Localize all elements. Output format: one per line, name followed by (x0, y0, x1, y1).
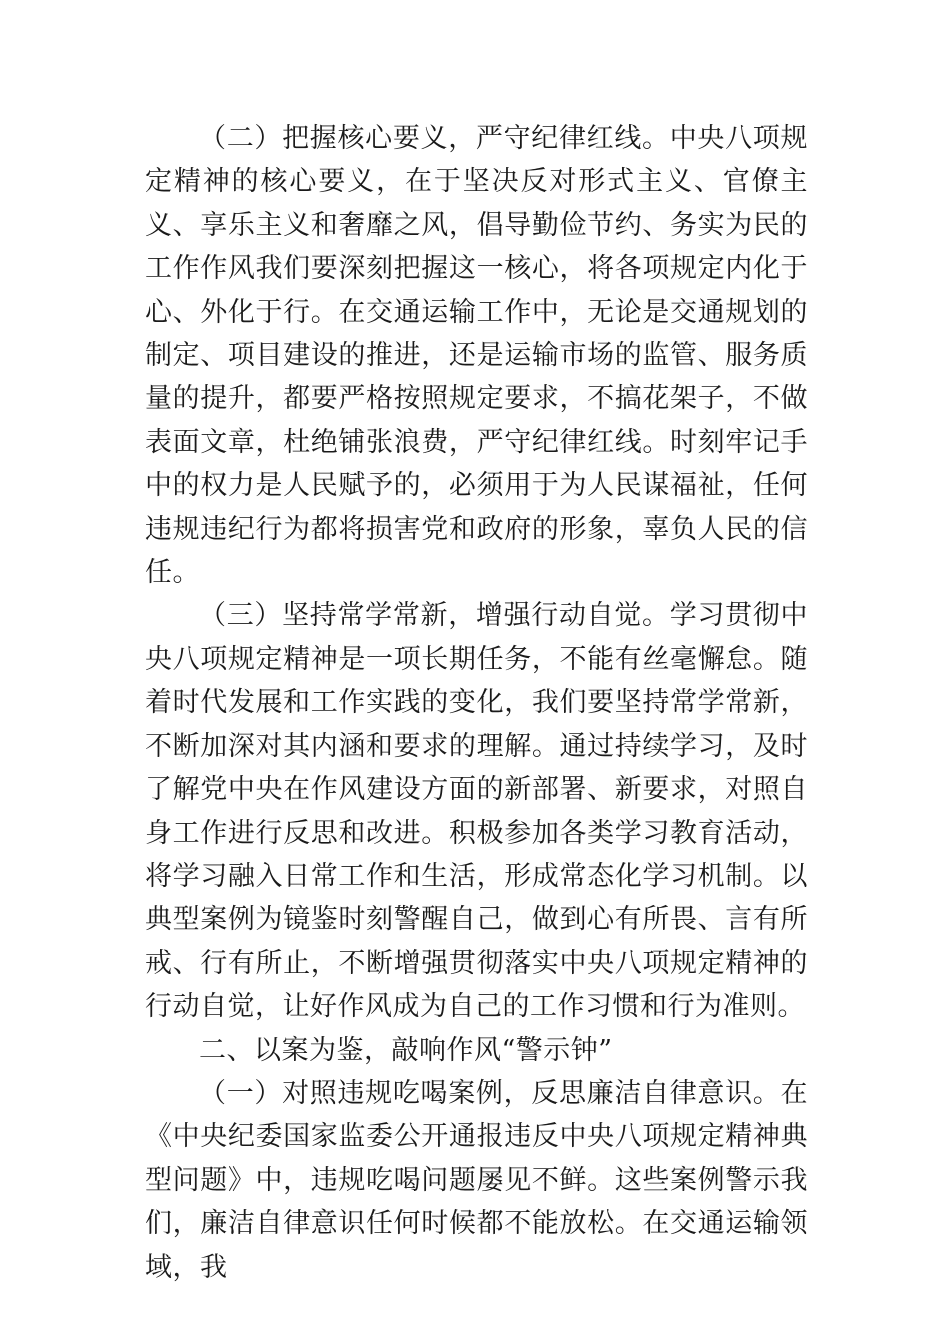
paragraph-continuous-learning: （三）坚持常学常新，增强行动自觉。学习贯彻中央八项规定精神是一项长期任务，不能有丝毫懈怠。随着时代发展和工作实践的变化，我们要坚持常学常新，不断加深对其内涵和要求的理解。通过持续学习，及时了解党中央在作风建设方面的新部署、新要求，对照自身工作进行反思和改进。积极参加各类学习教育活动，将学习融入日常工作和生活，形成常态化学习机制。以典型案例为镜鉴时刻警醒自己，做到心有所畏、言有所戒、行有所止，不断增强贯彻落实中央八项规定精神的行动自觉，让好作风成为自己的工作习惯和行为准则。 (145, 600, 808, 1023)
document-body (145, 117, 808, 1289)
paragraph-grasp-core-essence: （二）把握核心要义，严守纪律红线。中央八项规定精神的核心要义，在于坚决反对形式主义、官僚主义、享乐主义和奢靡之风，倡导勤俭节约、务实为民的工作作风我们要深刻把握这一核心，将各项规定内化于心、外化于行。在交通运输工作中，无论是交通规划的制定、项目建设的推进，还是运输市场的监管、服务质量的提升，都要严格按照规定要求，不搞花架子，不做表面文章，杜绝铺张浪费，严守纪律红线。时刻牢记手中的权力是人民赋予的，必须用于为人民谋福祉，任何违规违纪行为都将损害党和政府的形象，辜负人民的信任。 (145, 123, 808, 589)
paragraph-dining-cases: （一）对照违规吃喝案例，反思廉洁自律意识。在《中央纪委国家监委公开通报违反中央八项规定精神典型问题》中，违规吃喝问题屡见不鲜。这些案例警示我们，廉洁自律意识任何时候都不能放松。在交通运输领域，我 (145, 1077, 808, 1283)
section-heading: 二、以案为鉴，敲响作风“警示钟” (199, 1034, 613, 1066)
